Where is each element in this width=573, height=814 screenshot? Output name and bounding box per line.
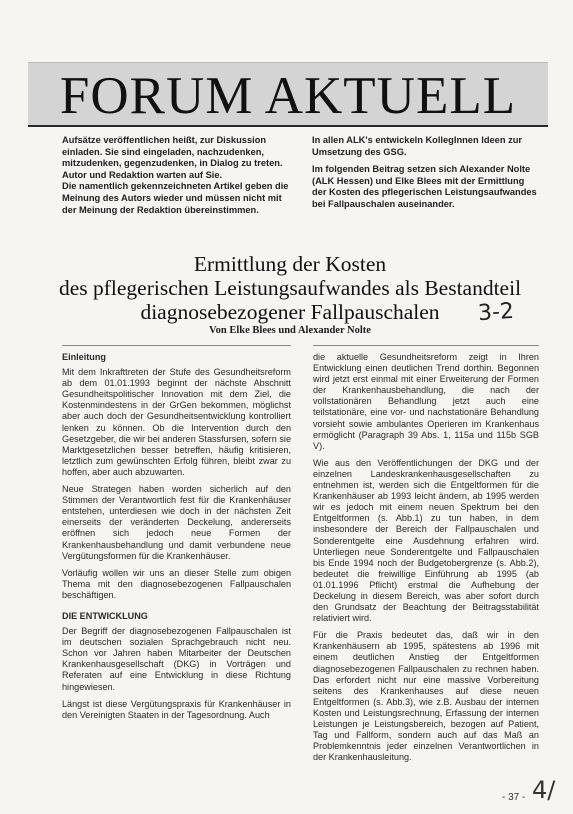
body-paragraph: Wie aus den Veröffentlichungen der DKG und der einzelnen Landeskrankenhausgesellschaften zu entnehmen ist, werden sich die Entgeltformen für die Krankenhäuser ab 1993 leicht ändern, ab 1995 werden wir es jedoch mit einem neuen Spektrum bei den Entgeltformen (s. Abb.1) zu tun haben, in dem insbesondere der Bereich der Fallpauschalen und Sonderentgelte eine Ausdehnung erfahren wird. Unterliegen neue Sonderentgelte und Fallpauschalen bis Ende 1994 noch der Budgetobergrenze (s. Abb.2), bedeutet die freiwillige Einführung ab 1995 (ab 01.01.1996 Pflicht) erstmal die Aufhebung der Deckelung in diesem Bereich, was aber sofort durch den Grundsatz der Beachtung der Beitragsstabilität relativiert wird. bbox=[313, 457, 539, 624]
intro-right-paragraph: Im folgenden Beitrag setzen sich Alexander Nolte (ALK Hessen) und Elke Blees mit der Ermittlung der Kosten des pflegerischen Leistungsaufwandes bei Fallpauschalen auseinander. bbox=[312, 164, 537, 209]
body-paragraph: Neue Strategen haben worden sicherlich auf den Stimmen der Verantwortlich fest für die Krankenhäuser entstehen, unterdiesen wie doch in der nächsten Zeit einerseits der veränderten Deckelung, andererseits eröffnen sich jedoch neue Formen der Krankenhausbehandlung und damit verbundene neue Vergütungsformen für die Krankenhäuser. bbox=[62, 484, 291, 561]
title-line: Ermittlung der Kosten bbox=[193, 252, 387, 276]
title-line: diagnosebezogener Fallpauschalen bbox=[140, 300, 440, 324]
intro-right-column bbox=[312, 135, 538, 211]
body-paragraph: Für die Praxis bedeutet das, daß wir in den Krankenhäusern ab 1995, spätestens ab 1996 mit einem deutlichen Anstieg der Entgeltformen diagnosebezogenen Fallpauschalen zu rechnen haben. Das erfordert nicht nur eine massive Vorbereitung seitens des Krankenhauses auf diese neuen Entgeltformen (s. Abb.3), wie z.B. Ausbau der internen Kosten und Leistungsrechnung, Erfassung der internen Leistungen je Leistungsbereich, bezogen auf Patient, Tag und Fallform, sondern auch auf das Maß an Problemkenntnis jeder einzelnen Verantwortlichen in der Krankenhausleitung. bbox=[313, 630, 539, 763]
section-heading: DIE ENTWICKLUNG bbox=[62, 610, 148, 621]
handwritten-note: 3-2 bbox=[477, 298, 515, 327]
intro-right-paragraph: In allen ALK's entwickeln KollegInnen Ideen zur Umsetzung des GSG. bbox=[312, 135, 523, 157]
body-right-column bbox=[313, 352, 539, 769]
body-paragraph: Vorläufig wollen wir uns an dieser Stelle zum obigen Thema mit den diagnosebezogenen Fallpauschalen beschäftigen. bbox=[62, 567, 291, 600]
intro-left-paragraph: Aufsätze veröffentlichen heißt, zur Diskussion einladen. Sie sind eingeladen, nachzudenken, mitzudenken, gegenzudenken, in Dialog zu treten. Autor und Redaktion warten auf Sie. bbox=[62, 135, 283, 180]
page-number: - 37 - bbox=[502, 792, 526, 803]
column-divider-right bbox=[313, 345, 539, 346]
masthead-title: FORUM AKTUELL bbox=[59, 67, 517, 125]
body-paragraph: die aktuelle Gesundheitsreform zeigt in Ihren Entwicklung einen deutlichen Trend dorthin. Begonnen wird jetzt erst einmal mit einer Erweiterung der Formen der Krankenhausbehandlung, die nach der vollstationären Behandlung jetzt auch eine teilstationäre, eine vor- und nachstationäre Behandlung vorsieht sowie ambulantes Operieren im Krankenhaus ermöglicht (Paragraph 39 Abs. 1, 115a und 115b SGB V). bbox=[313, 352, 539, 451]
title-line: des pflegerischen Leistungsaufwandes als Bestandteil bbox=[58, 276, 522, 300]
body-paragraph: Der Begriff der diagnosebezogenen Fallpauschalen ist im deutschen sozialen Sprachgebrauch nicht neu. Schon vor Jahren haben Mitarbeiter der Deutschen Krankenhausgesellschaft (DKG) in Vorträgen und Referaten auf eine Entwicklung in diese Richtung hingewiesen. bbox=[62, 626, 291, 692]
byline: Von Elke Blees und Alexander Nolte bbox=[209, 325, 371, 336]
section-heading: Einleitung bbox=[62, 352, 106, 362]
intro-left-column bbox=[62, 135, 294, 216]
intro-left-paragraph: Die namentlich gekennzeichneten Artikel geben die Meinung des Autors wieder und müssen nicht mit der Meinung der Redaktion übereinstimmen. bbox=[62, 181, 289, 215]
handwritten-page-mark: 4/ bbox=[532, 776, 556, 804]
body-paragraph: Mit dem Inkrafttreten der Stufe des Gesundheitsreform ab dem 01.01.1993 beginnt der nächste Abschnitt Gesundheitspolitischer Innovation mit dem Ziel, die Kostenmindestens in der GrGen bekommen, möglichst aber auch doch der Gesundheitsentwicklung kontrolliert lenken zu können. Ob die Intervention durch den Gesetzgeber, die wir bei anderen Stassfursen, sofern sie Marktgesetzlichen besser betreffen, häufig kritisieren, letztlich zum gewünschten Erfolg führen, bleibt zwar zu hoffen, aber auch abzuwarten. bbox=[62, 367, 291, 477]
column-divider-left bbox=[62, 345, 291, 346]
article-title bbox=[40, 252, 540, 327]
body-paragraph: Längst ist diese Vergütungspraxis für Krankenhäuser in den Vereinigten Staaten in der Tagesordnung. Auch bbox=[62, 698, 291, 720]
body-left-column bbox=[62, 352, 291, 727]
